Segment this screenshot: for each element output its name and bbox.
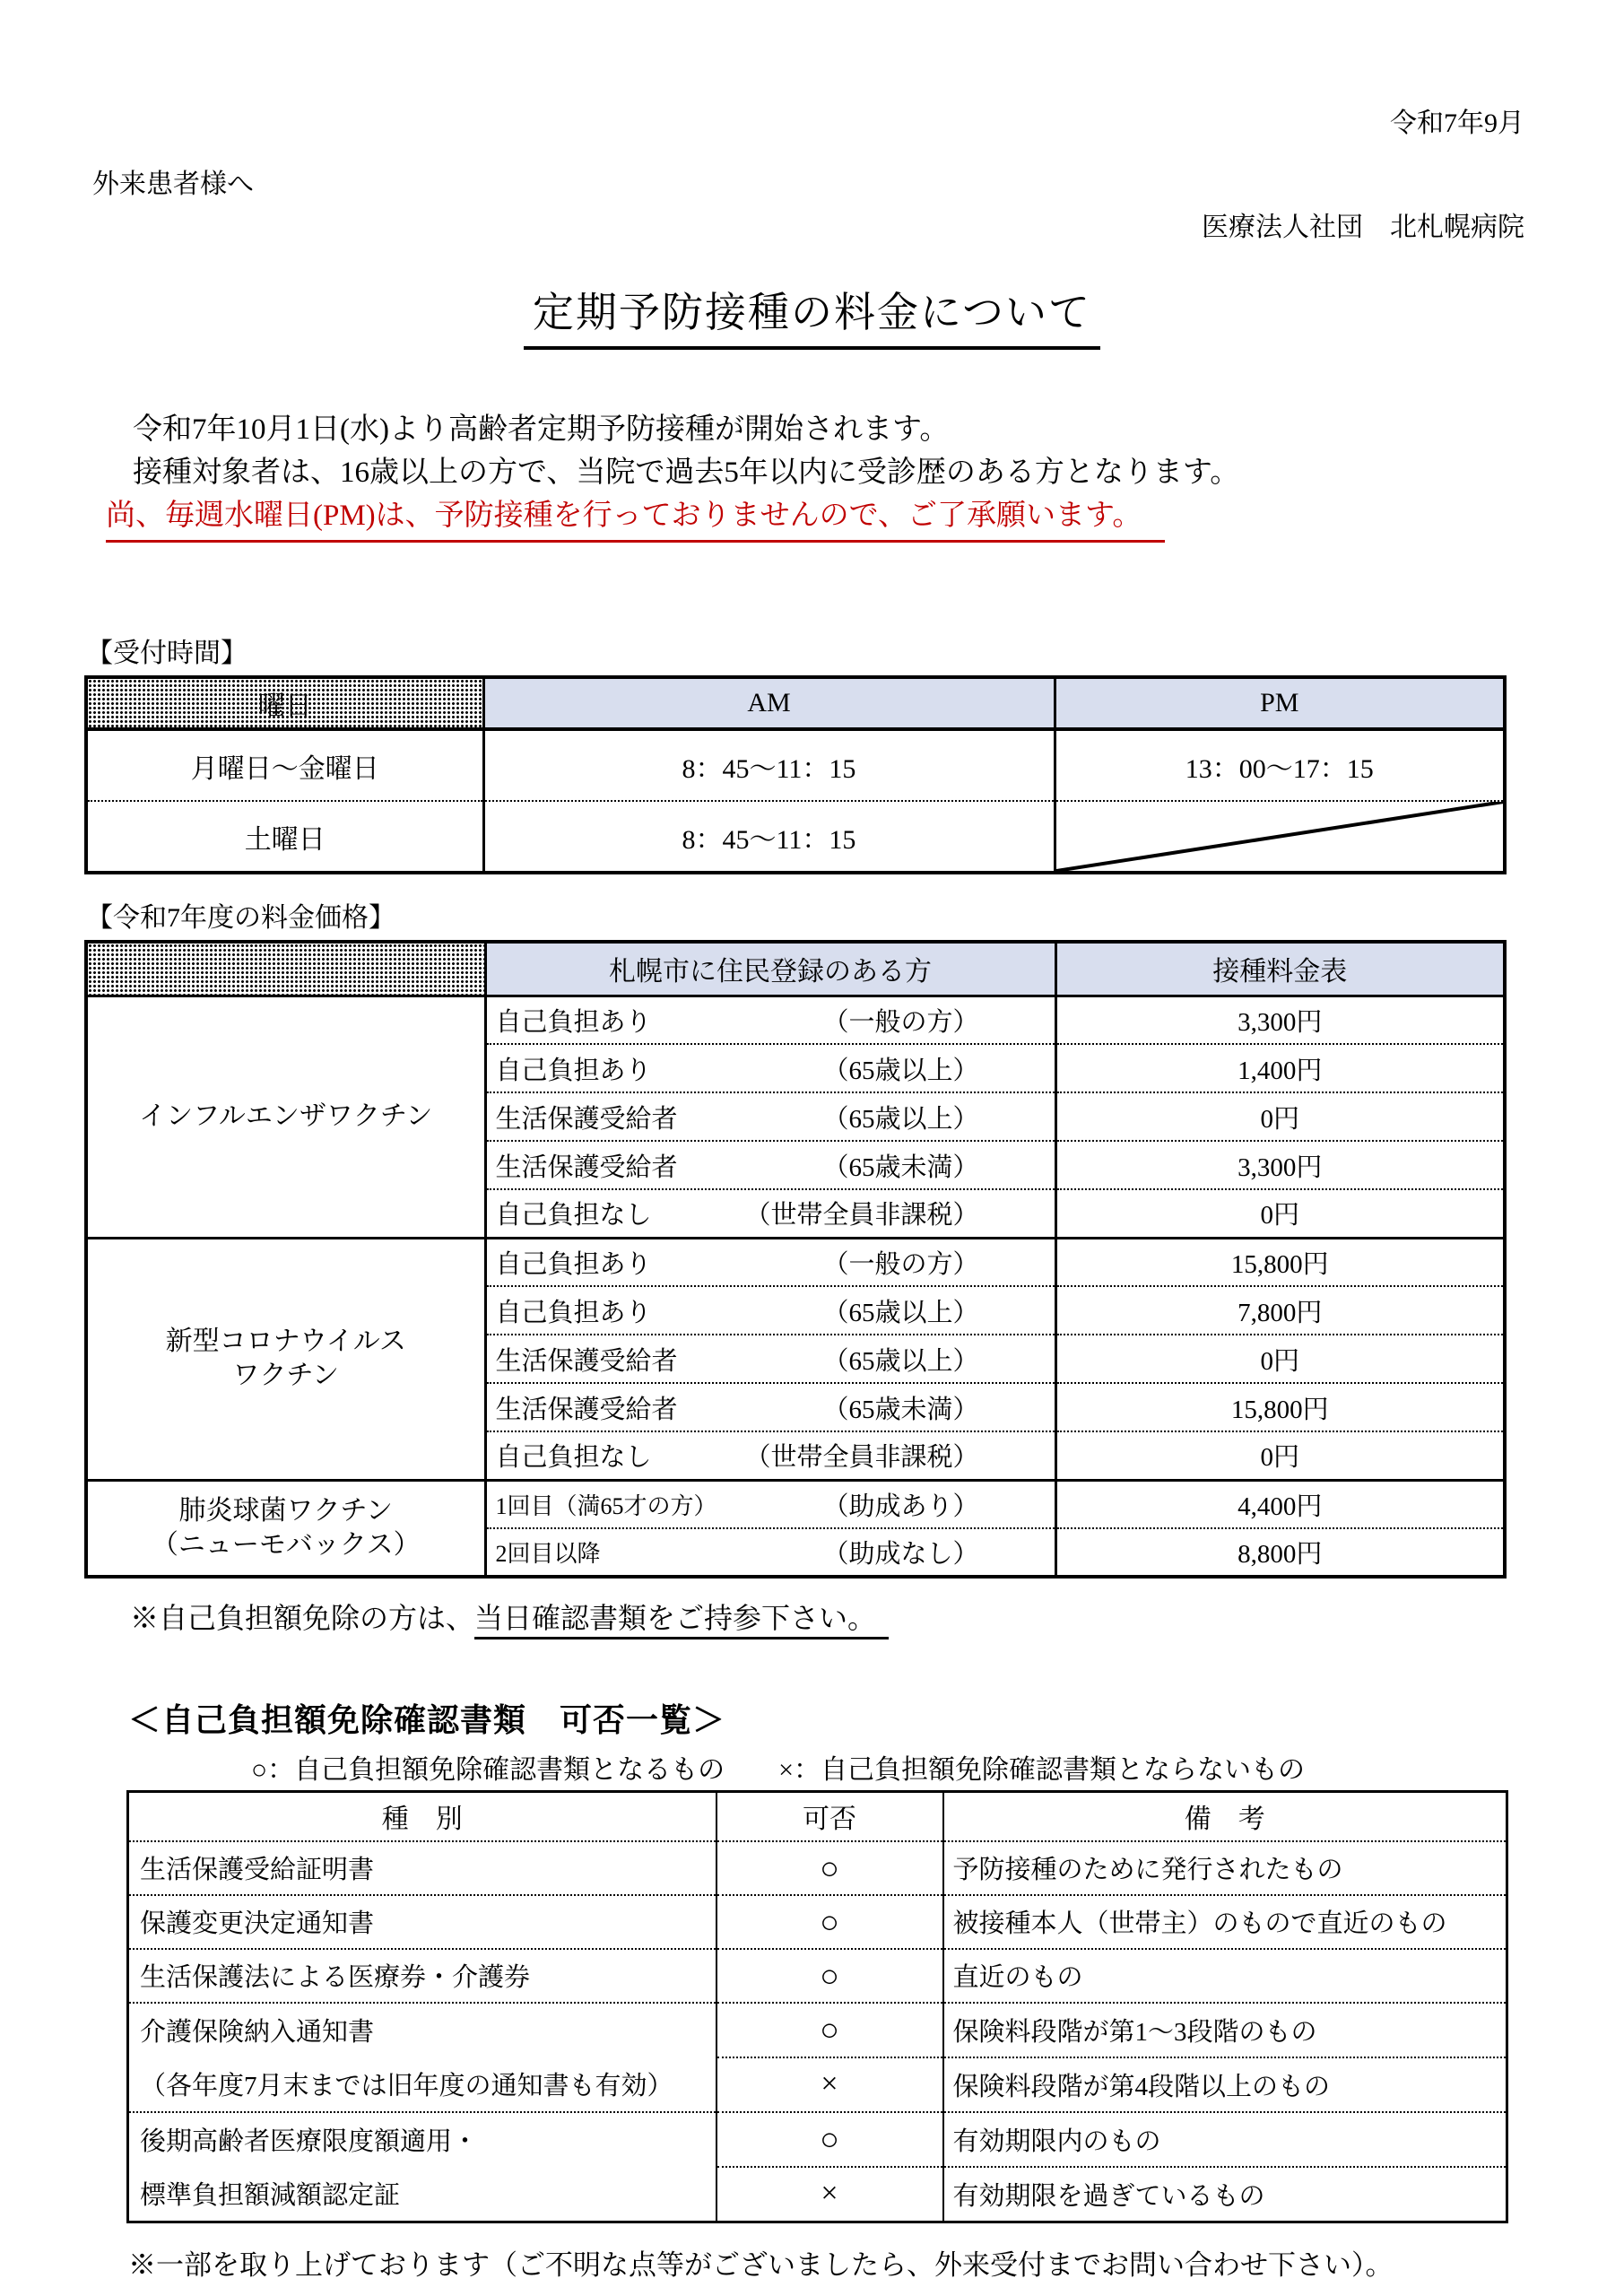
fee-category: 自己負担あり xyxy=(495,1249,652,1279)
table-row xyxy=(128,1895,1507,1949)
reception-section-title: 【受付時間】 xyxy=(86,639,248,668)
reception-header-day: 曜日 xyxy=(86,677,483,729)
fees-section-title: 【令和7年度の料金価格】 xyxy=(86,903,395,933)
document-mark: ○ xyxy=(716,2112,943,2167)
table-row xyxy=(86,801,1505,873)
reception-header-am: AM xyxy=(483,677,1055,729)
fee-category-cell xyxy=(487,1292,1055,1329)
intro-line-3-warning: 尚、毎週水曜日(PM)は、予防接種を行っておりませんので、ご了承願います。 xyxy=(106,494,1165,543)
document-type: 生活保護受給証明書 xyxy=(140,1856,375,1884)
intro-line-3-wrap xyxy=(0,494,1624,543)
footer-note: ※一部を取り上げております（ご不明な点等がございましたら、外来受付までお問い合わせ下さい）。 xyxy=(128,2249,1394,2281)
fee-category: 生活保護受給者 xyxy=(495,1152,678,1182)
table-row xyxy=(128,1949,1507,2003)
diagonal-strikethrough-line xyxy=(1056,802,1504,871)
page-title-wrap xyxy=(0,280,1624,350)
documents-header-type: 種 別 xyxy=(128,1792,716,1841)
page-title: 定期予防接種の料金について xyxy=(524,280,1100,350)
fee-category: 生活保護受給者 xyxy=(495,1395,678,1424)
vaccine-name-covid xyxy=(86,1238,485,1480)
fee-category: 1回目（満65才の方） xyxy=(495,1492,717,1519)
intro-line-2: 接種対象者は、16歳以上の方で、当院で過去5年以内に受診歴のある方となります。 xyxy=(133,457,1240,489)
document-type: 保護変更決定通知書 xyxy=(128,1895,716,1949)
fee-category-cell xyxy=(487,1437,1055,1474)
document-type: 介護保険納入通知書 xyxy=(140,2018,375,2047)
fee-condition: （世帯全員非課税） xyxy=(744,1201,979,1231)
intro-line-1: 令和7年10月1日(水)より高齢者定期予防接種が開始されます。 xyxy=(133,413,950,446)
fee-category: 2回目以降 xyxy=(495,1541,601,1567)
fee-category-cell xyxy=(487,1195,1055,1231)
document-type: （各年度7月末までは旧年度の通知書も有効） xyxy=(140,2072,673,2100)
fee-price: 15,800円 xyxy=(1055,1238,1505,1286)
fee-price: 15,800円 xyxy=(1055,1383,1505,1431)
vaccine-name-line: インフルエンザワクチン xyxy=(139,1101,433,1131)
fee-category-cell xyxy=(487,1341,1055,1378)
fee-price: 3,300円 xyxy=(1055,1141,1505,1189)
documents-header-row xyxy=(128,1792,1507,1841)
fee-category: 自己負担なし xyxy=(495,1201,652,1231)
document-remark: 保険料段階が第4段階以上のもの xyxy=(943,2057,1507,2112)
fee-condition: （65歳以上） xyxy=(822,1298,979,1327)
reception-day: 月曜日～金曜日 xyxy=(190,753,379,784)
document-type: 生活保護法による医療券・介護券 xyxy=(128,1949,716,2003)
fee-category: 自己負担あり xyxy=(495,1056,652,1085)
document-remark: 保険料段階が第1～3段階のもの xyxy=(943,2003,1507,2057)
vaccine-name-line: 肺炎球菌ワクチン xyxy=(178,1495,393,1526)
exemption-note xyxy=(130,1596,889,1637)
document-mark: ○ xyxy=(716,1949,943,2003)
document-remark: 直近のもの xyxy=(943,1949,1507,2003)
fee-price: 3,300円 xyxy=(1055,996,1505,1044)
document-remark: 被接種本人（世帯主）のもので直近のもの xyxy=(943,1895,1507,1949)
document-date: 令和7年9月 xyxy=(1390,109,1524,138)
vaccine-name-influenza xyxy=(86,996,485,1238)
fee-category-cell xyxy=(487,1486,1055,1523)
fee-price: 7,800円 xyxy=(1055,1286,1505,1335)
documents-heading: ＜自己負担額免除確認書類 可否一覧＞ xyxy=(128,1701,726,1738)
vaccine-name-pneumococcal xyxy=(86,1480,485,1577)
document-type: 後期高齢者医療限度額適用・ xyxy=(140,2127,479,2156)
exemption-note-prefix: ※自己負担額免除の方は、 xyxy=(130,1602,475,1634)
document-mark: ○ xyxy=(716,2003,943,2057)
documents-header-remark: 備 考 xyxy=(943,1792,1507,1841)
documents-header-mark: 可否 xyxy=(716,1792,943,1841)
vaccine-fees-table xyxy=(84,940,1507,1578)
vaccine-name-line: 新型コロナウイルス xyxy=(165,1326,406,1356)
reception-day: 土曜日 xyxy=(86,801,483,873)
documents-legend: ○：自己負担額免除確認書類となるもの ×：自己負担額免除確認書類とならないもの xyxy=(251,1755,1306,1785)
fee-condition: （65歳未満） xyxy=(822,1152,979,1182)
documents-table xyxy=(126,1790,1508,2223)
fee-condition: （65歳未満） xyxy=(822,1395,979,1424)
fee-condition: （一般の方） xyxy=(822,1249,979,1279)
fees-header-price: 接種料金表 xyxy=(1055,942,1505,996)
document-type-merged xyxy=(128,2003,716,2112)
reception-hours-table xyxy=(84,675,1507,874)
document-mark: × xyxy=(716,2057,943,2112)
table-row xyxy=(86,729,1505,801)
fee-condition: （助成なし） xyxy=(822,1540,979,1569)
intro-paragraph xyxy=(0,408,1624,543)
exemption-note-underlined: 当日確認書類をご持参下さい。 xyxy=(474,1602,889,1639)
fee-category-cell xyxy=(487,1389,1055,1426)
document-mark: × xyxy=(716,2167,943,2222)
fee-condition: （助成あり） xyxy=(822,1492,979,1521)
table-row xyxy=(86,1238,1505,1286)
document-type-merged xyxy=(128,2112,716,2222)
document-type: 標準負担額減額認定証 xyxy=(140,2181,401,2210)
fee-category-cell xyxy=(487,1099,1055,1135)
table-row xyxy=(86,996,1505,1044)
document-remark: 有効期限内のもの xyxy=(943,2112,1507,2167)
vaccine-name-line: ワクチン xyxy=(232,1361,339,1390)
fee-category-cell xyxy=(487,1534,1055,1570)
fee-price: 0円 xyxy=(1055,1335,1505,1383)
fee-price: 8,800円 xyxy=(1055,1528,1505,1577)
document-mark: ○ xyxy=(716,1895,943,1949)
fees-header-corner xyxy=(86,942,485,996)
reception-am-time: 8：45～11：15 xyxy=(483,801,1055,873)
fee-category-cell xyxy=(487,1002,1055,1039)
fee-condition: （一般の方） xyxy=(822,1007,979,1037)
fee-category: 生活保護受給者 xyxy=(495,1104,678,1134)
fee-condition: （65歳以上） xyxy=(822,1346,979,1376)
fee-category: 自己負担なし xyxy=(495,1443,652,1473)
document-remark: 予防接種のために発行されたもの xyxy=(943,1841,1507,1895)
fee-category: 自己負担あり xyxy=(495,1007,652,1037)
fee-price: 1,400円 xyxy=(1055,1044,1505,1092)
document-mark: ○ xyxy=(716,1841,943,1895)
reception-pm-time: 13：00～17：15 xyxy=(1055,729,1505,801)
fee-price: 0円 xyxy=(1055,1092,1505,1141)
fee-price: 0円 xyxy=(1055,1189,1505,1238)
vaccine-name-line: （ニューモバックス） xyxy=(151,1529,421,1560)
reception-header-pm: PM xyxy=(1055,677,1505,729)
fee-condition: （65歳以上） xyxy=(822,1056,979,1085)
fee-category: 自己負担あり xyxy=(495,1298,652,1327)
organization-name: 医療法人社団 北札幌病院 xyxy=(1202,213,1524,242)
recipient-line: 外来患者様へ xyxy=(92,170,254,199)
fee-category-cell xyxy=(487,1050,1055,1087)
table-row xyxy=(128,2003,1507,2057)
table-row xyxy=(128,2112,1507,2167)
reception-pm-closed-cell xyxy=(1055,801,1505,873)
reception-am-time: 8：45～11：15 xyxy=(483,729,1055,801)
reception-header-row xyxy=(86,677,1505,729)
fee-condition: （65歳以上） xyxy=(822,1104,979,1134)
fee-category-cell xyxy=(487,1147,1055,1184)
document-remark: 有効期限を過ぎているもの xyxy=(943,2167,1507,2222)
fees-header-registered: 札幌市に住民登録のある方 xyxy=(485,942,1055,996)
table-row xyxy=(128,1841,1507,1895)
fee-price: 0円 xyxy=(1055,1431,1505,1480)
fee-price: 4,400円 xyxy=(1055,1480,1505,1528)
fee-category-cell xyxy=(487,1244,1055,1281)
fees-header-row xyxy=(86,942,1505,996)
fee-category: 生活保護受給者 xyxy=(495,1346,678,1376)
fee-condition: （世帯全員非課税） xyxy=(744,1443,979,1473)
table-row xyxy=(86,1480,1505,1528)
